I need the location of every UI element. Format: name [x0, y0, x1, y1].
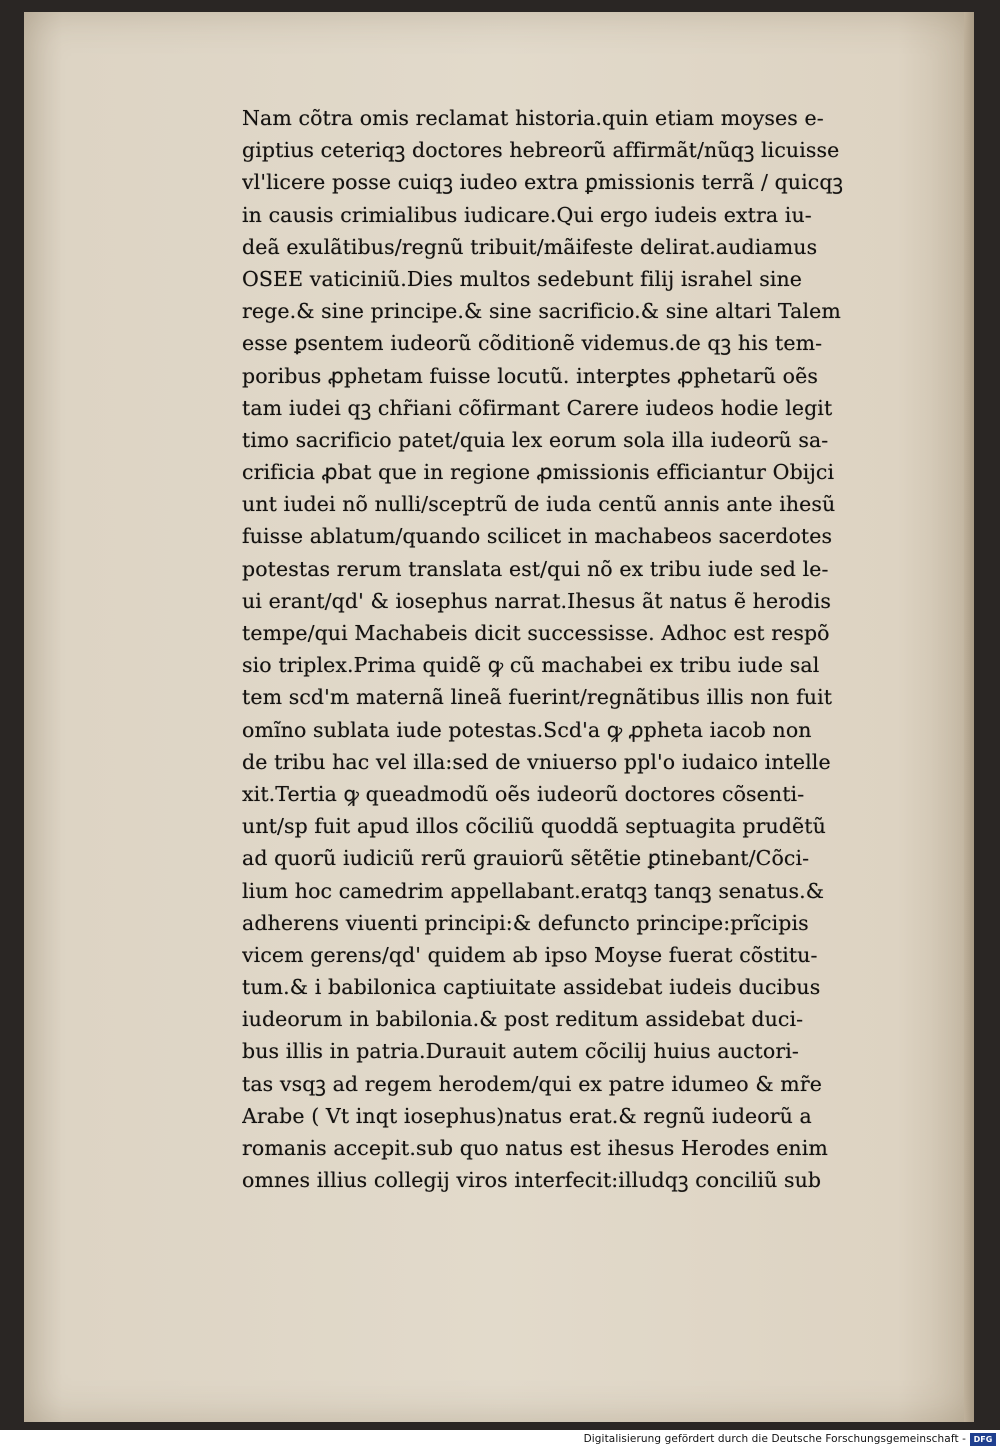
text-line: sio triplex.Prima quidẽ ꝙ cũ machabei ex tribu iude sal — [242, 653, 820, 678]
text-line: xit.Tertia ꝙ queadmodũ oẽs iudeorũ doctores cõsenti- — [242, 781, 805, 806]
page-text-block — [242, 102, 932, 1196]
text-line: in causis crimialibus iudicare.Qui ergo iudeis extra iu- — [242, 202, 812, 227]
text-line: omĩno sublata iude potestas.Scd'a ꝙ ꝓpheta iacob non — [242, 717, 812, 742]
text-line: lium hoc camedrim appellabant.eratqꝫ tanqꝫ senatus.& — [242, 878, 825, 903]
text-line: tempe/qui Machabeis dicit successisse. Adhoc est respõ — [242, 621, 830, 645]
text-line: vl'licere posse cuiqꝫ iudeo extra ꝑmissionis terrã / quicqꝫ — [242, 170, 844, 195]
dfg-logo: DFG — [970, 1433, 996, 1446]
text-line: unt/sp fuit apud illos cõciliũ quoddã septuagita prudẽtũ — [242, 814, 826, 839]
text-line: crificia ꝓbat que in regione ꝓmissionis efficiantur Obijci — [242, 460, 835, 485]
text-line: tem scd'm maternã lineã fuerint/regnãtibus illis non fuit — [242, 685, 833, 710]
text-line: poribus ꝓphetam fuisse locutũ. interꝑtes ꝓphetarũ oẽs — [242, 363, 818, 388]
text-line: OSEE vaticiniũ.Dies multos sedebunt filij israhel sine — [242, 266, 803, 291]
text-line: esse ꝑsentem iudeorũ cõditionẽ videmus.de qꝫ his tem- — [242, 331, 823, 356]
text-line: unt iudei nõ nulli/sceptrũ de iuda centũ annis ante ihesũ — [242, 492, 836, 517]
text-line: Arabe ( Vt inqt iosephus)natus erat.& regnũ iudeorũ a — [242, 1103, 812, 1128]
text-line: romanis accepit.sub quo natus est ihesus Herodes enim — [242, 1136, 828, 1160]
text-line: ui erant/qd' & iosephus narrat.Ihesus ãt natus ẽ herodis — [242, 588, 832, 613]
text-line: de tribu hac vel illa:sed de vniuerso ppl'o iudaico intelle — [242, 749, 831, 774]
text-line: rege.& sine principe.& sine sacrificio.& sine altari Talem — [242, 299, 841, 324]
text-line: ad quorũ iudiciũ rerũ grauiorũ sẽtẽtie ꝑtinebant/Cõci- — [242, 846, 810, 871]
text-line: potestas rerum translata est/qui nõ ex tribu iude sed le- — [242, 556, 829, 581]
text-line: giptius ceteriqꝫ doctores hebreorũ affirmãt/nũqꝫ licuisse — [242, 138, 840, 163]
text-line: Nam cõtra omis reclamat historia.quin etiam moyses e- — [242, 106, 824, 130]
text-line: omnes illius collegij viros interfecit:illudqꝫ conciliũ sub — [242, 1168, 822, 1193]
page-edge — [964, 12, 974, 1422]
text-line: deã exulãtibus/regnũ tribuit/mãifeste delirat.audiamus — [242, 234, 818, 259]
text-line: timo sacrificio patet/quia lex eorum sola illa iudeorũ sa- — [242, 427, 829, 452]
text-line: tam iudei qꝫ chr̃iani cõfirmant Carere iudeos hodie legit — [242, 395, 833, 420]
footer-bar — [0, 1430, 1000, 1450]
text-line: tum.& i babilonica captiuitate assidebat iudeis ducibus — [242, 975, 821, 1000]
text-line: tas vsqꝫ ad regem herodem/qui ex patre idumeo & mr̃e — [242, 1071, 822, 1096]
book-page — [24, 12, 974, 1422]
text-line: vicem gerens/qd' quidem ab ipso Moyse fuerat cõstitu- — [242, 942, 818, 967]
text-line: bus illis in patria.Durauit autem cõcilij huius auctori- — [242, 1039, 799, 1064]
funding-notice: Digitalisierung gefördert durch die Deutsche Forschungsgemeinschaft - — [583, 1433, 966, 1445]
text-line: iudeorum in babilonia.& post reditum assidebat duci- — [242, 1007, 804, 1032]
text-line: fuisse ablatum/quando scilicet in machabeos sacerdotes — [242, 524, 833, 549]
text-line: adherens viuenti principi:& defuncto principe:prĩcipis — [242, 910, 809, 935]
